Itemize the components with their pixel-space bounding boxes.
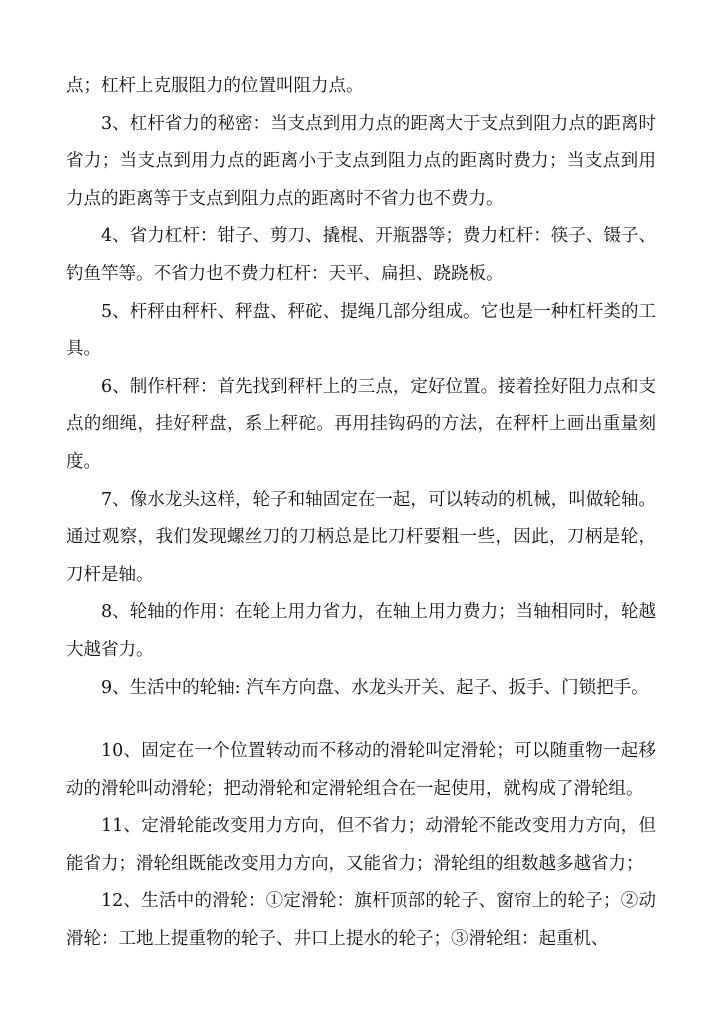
paragraph-wheel-axle-examples: 9、生活中的轮轴: 汽车方向盘、水龙头开关、起子、扳手、门锁把手。 <box>101 677 649 698</box>
paragraph-wheel-axle-definition: 7、像水龙头这样，轮子和轴固定在一起，可以转动的机械，叫做轮轴。通过观察，我们发现螺丝刀的刀柄总是比刀杆要粗一些，因此，刀柄是轮，刀杆是轴。 <box>66 489 656 585</box>
paragraph-pulley-function: 11、定滑轮能改变用力方向，但不省力；动滑轮不能改变用力方向，但能省力；滑轮组既能改变用力方向，又能省力；滑轮组的组数越多越省力； <box>66 816 656 874</box>
paragraph-gap <box>66 707 656 733</box>
paragraph-steelyard-making: 6、制作杆秤：首先找到秤杆上的三点，定好位置。接着拴好阻力点和支点的细绳，挂好秤盘，系上秤砣。再用挂钩码的方法，在秤杆上画出重量刻度。 <box>66 376 656 472</box>
paragraph-pulley-definition: 10、固定在一个位置转动而不移动的滑轮叫定滑轮；可以随重物一起移动的滑轮叫动滑轮；把动滑轮和定滑轮组合在一起使用，就构成了滑轮组。 <box>66 741 656 799</box>
paragraph-steelyard-parts: 5、杆秤由秤杆、秤盘、秤砣、提绳几部分组成。它也是一种杠杆类的工具。 <box>66 301 656 360</box>
paragraph-lever-examples: 4、省力杠杆：钳子、剪刀、撬棍、开瓶器等；费力杠杆：筷子、镊子、钓鱼竿等。不省力也不费力杠杆：天平、扁担、跷跷板。 <box>66 226 656 284</box>
paragraph-wheel-axle-function: 8、轮轴的作用：在轮上用力省力，在轴上用力费力；当轴相同时，轮越大越省力。 <box>66 602 656 660</box>
paragraph-continuation: 点；杠杆上克服阻力的位置叫阻力点。 <box>66 76 364 96</box>
paragraph-pulley-examples: 12、生活中的滑轮：①定滑轮：旗杆顶部的轮子、窗帘上的轮子；②动滑轮：工地上提重物的轮子、井口上提水的轮子；③滑轮组：起重机、 <box>66 891 656 950</box>
paragraph-lever-secret: 3、杠杆省力的秘密：当支点到用力点的距离大于支点到阻力点的距离时省力；当支点到用力点的距离小于支点到阻力点的距离时费力；当支点到用力点的距离等于支点到阻力点的距离时不省力也不费力。 <box>66 113 656 209</box>
